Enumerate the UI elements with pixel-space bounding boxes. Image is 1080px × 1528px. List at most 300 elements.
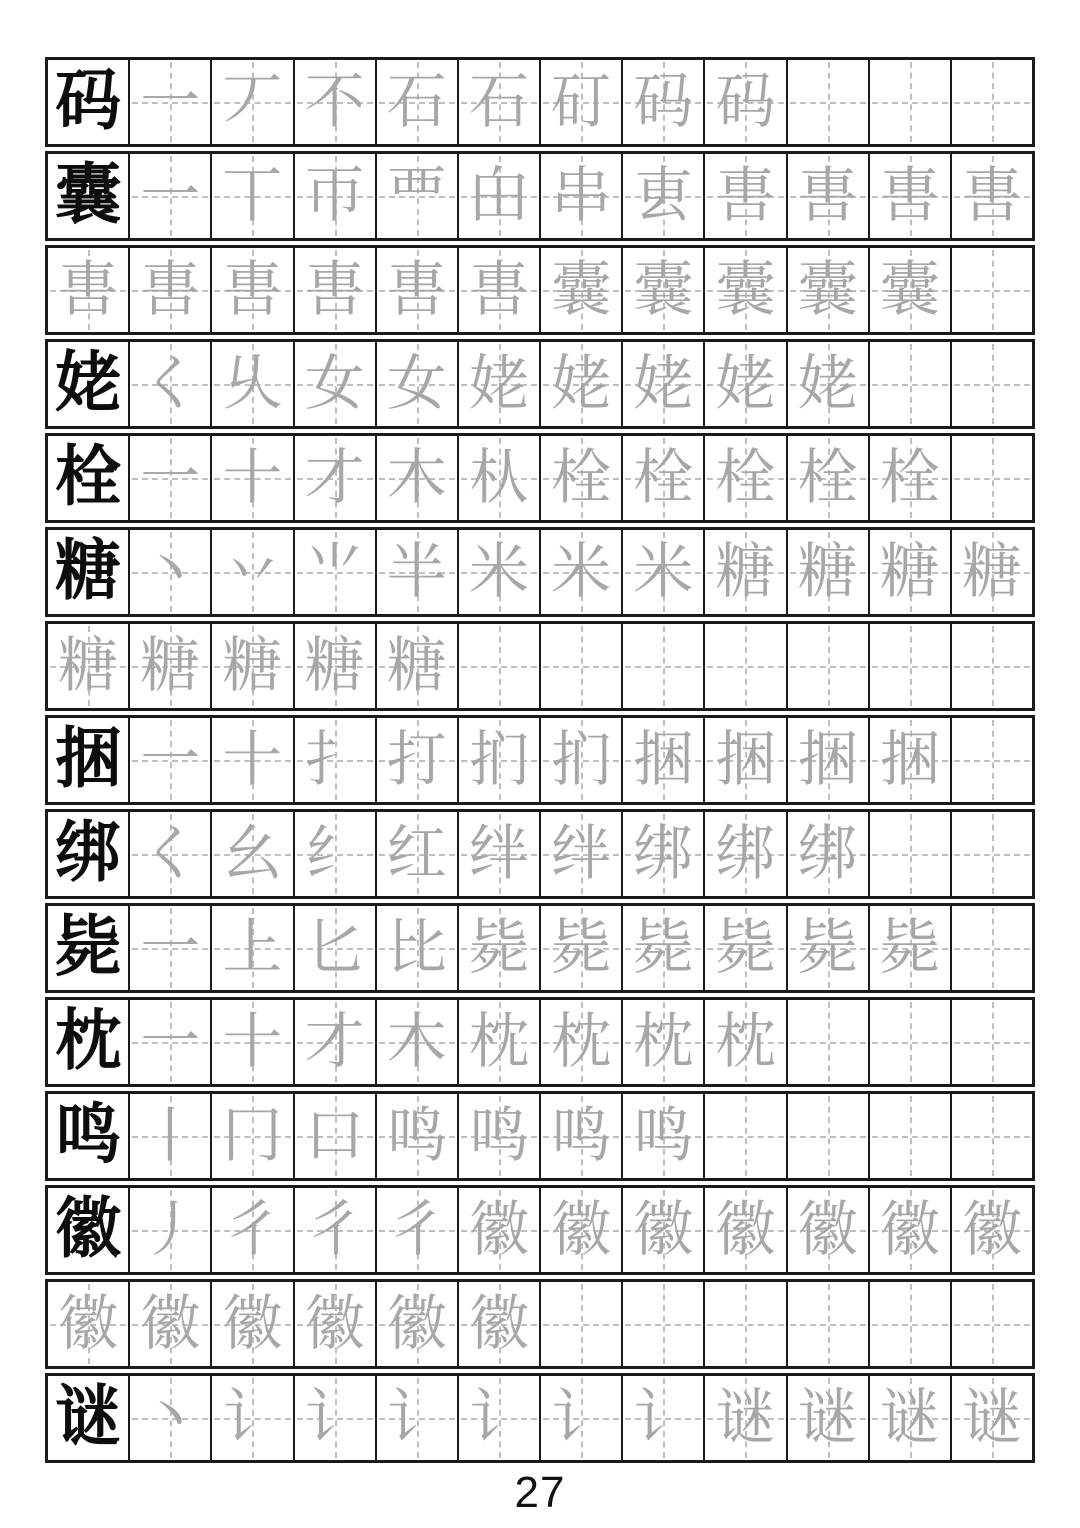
stroke-progress-cell: [210, 530, 292, 614]
empty-practice-cell: [786, 624, 868, 708]
stroke-glyph: 木: [386, 1009, 447, 1075]
stroke-progress-cell: [703, 342, 785, 426]
empty-practice-cell: [868, 60, 950, 144]
stroke-progress-cell: [293, 1282, 375, 1366]
stroke-progress-cell: [128, 812, 210, 896]
stroke-progress-cell: [539, 154, 621, 238]
stroke-progress-cell: [539, 1376, 621, 1460]
stroke-progress-cell: [621, 906, 703, 990]
stroke-glyph: 谜: [961, 1385, 1022, 1451]
stroke-glyph: 十: [222, 1009, 283, 1075]
stroke-progress-cell: [128, 1000, 210, 1084]
stroke-progress-cell: [457, 1094, 539, 1178]
stroke-progress-cell: [375, 1094, 457, 1178]
stroke-glyph: 姥: [551, 351, 612, 417]
stroke-progress-cell: [868, 530, 950, 614]
stroke-glyph: 姥: [797, 351, 858, 417]
practice-row: [45, 715, 1035, 805]
stroke-glyph: 囊: [715, 257, 776, 323]
head-character: 栓: [55, 441, 122, 514]
stroke-glyph: 栓: [715, 445, 776, 511]
empty-practice-cell: [868, 1282, 950, 1366]
stroke-progress-cell: [48, 624, 128, 708]
stroke-progress-cell: [457, 906, 539, 990]
stroke-glyph: 一: [140, 445, 201, 511]
stroke-progress-cell: [375, 718, 457, 802]
empty-practice-cell: [950, 1094, 1032, 1178]
stroke-progress-cell: [703, 248, 785, 332]
stroke-glyph: 糖: [222, 633, 283, 699]
stroke-progress-cell: [703, 906, 785, 990]
practice-row: [45, 57, 1035, 147]
stroke-progress-cell: [868, 248, 950, 332]
stroke-progress-cell: [375, 248, 457, 332]
stroke-progress-cell: [457, 530, 539, 614]
stroke-glyph: 扌: [304, 727, 365, 793]
stroke-glyph: 徽: [879, 1197, 940, 1263]
stroke-progress-cell: [950, 1188, 1032, 1272]
stroke-progress-cell: [210, 718, 292, 802]
stroke-glyph: 毙: [551, 915, 612, 981]
stroke-glyph: 軎: [879, 163, 940, 229]
stroke-glyph: 比: [386, 915, 447, 981]
stroke-progress-cell: [786, 812, 868, 896]
stroke-progress-cell: [621, 1000, 703, 1084]
stroke-glyph: 讠: [222, 1385, 283, 1451]
stroke-glyph: 码: [715, 69, 776, 135]
stroke-progress-cell: [128, 154, 210, 238]
head-character-cell: [48, 342, 128, 426]
stroke-progress-cell: [703, 812, 785, 896]
stroke-progress-cell: [539, 1000, 621, 1084]
stroke-progress-cell: [539, 718, 621, 802]
head-character-cell: [48, 1376, 128, 1460]
stroke-progress-cell: [375, 342, 457, 426]
stroke-glyph: 毙: [633, 915, 694, 981]
stroke-glyph: 枕: [468, 1009, 529, 1075]
stroke-glyph: 糖: [140, 633, 201, 699]
stroke-progress-cell: [539, 342, 621, 426]
head-character-cell: [48, 436, 128, 520]
stroke-glyph: 鸣: [386, 1103, 447, 1169]
stroke-glyph: 绊: [551, 821, 612, 887]
empty-practice-cell: [786, 1282, 868, 1366]
empty-practice-cell: [950, 1282, 1032, 1366]
head-character: 捆: [55, 723, 122, 796]
stroke-glyph: 軎: [468, 257, 529, 323]
stroke-progress-cell: [457, 436, 539, 520]
stroke-progress-cell: [621, 60, 703, 144]
stroke-progress-cell: [539, 60, 621, 144]
stroke-glyph: 糖: [715, 539, 776, 605]
stroke-progress-cell: [210, 1376, 292, 1460]
stroke-progress-cell: [375, 1000, 457, 1084]
stroke-progress-cell: [786, 530, 868, 614]
stroke-progress-cell: [539, 248, 621, 332]
stroke-glyph: 姥: [715, 351, 776, 417]
stroke-glyph: 甶: [468, 163, 529, 229]
stroke-glyph: 口: [304, 1103, 365, 1169]
stroke-glyph: 冂: [222, 1103, 283, 1169]
stroke-progress-cell: [868, 1188, 950, 1272]
practice-row: [45, 151, 1035, 241]
head-character: 鸣: [55, 1099, 122, 1172]
stroke-progress-cell: [293, 530, 375, 614]
practice-row: [45, 903, 1035, 993]
stroke-progress-cell: [703, 1188, 785, 1272]
stroke-glyph: 徽: [58, 1291, 119, 1357]
stroke-glyph: く: [140, 821, 201, 887]
stroke-progress-cell: [539, 906, 621, 990]
practice-row: [45, 339, 1035, 429]
stroke-progress-cell: [210, 436, 292, 520]
stroke-glyph: 糖: [797, 539, 858, 605]
stroke-glyph: 軎: [715, 163, 776, 229]
stroke-glyph: 打: [386, 727, 447, 793]
stroke-progress-cell: [375, 624, 457, 708]
stroke-glyph: 軎: [797, 163, 858, 229]
stroke-glyph: 糖: [879, 539, 940, 605]
empty-practice-cell: [950, 906, 1032, 990]
stroke-glyph: 丆: [222, 69, 283, 135]
head-character-cell: [48, 812, 128, 896]
stroke-progress-cell: [457, 248, 539, 332]
head-character-cell: [48, 906, 128, 990]
stroke-glyph: 红: [386, 821, 447, 887]
stroke-glyph: 丶: [140, 1385, 201, 1451]
head-character: 毙: [55, 911, 122, 984]
stroke-glyph: 徽: [140, 1291, 201, 1357]
stroke-glyph: 毙: [879, 915, 940, 981]
stroke-progress-cell: [293, 248, 375, 332]
stroke-progress-cell: [457, 1000, 539, 1084]
stroke-progress-cell: [786, 248, 868, 332]
stroke-glyph: 幺: [222, 821, 283, 887]
stroke-progress-cell: [868, 1376, 950, 1460]
stroke-progress-cell: [621, 812, 703, 896]
empty-practice-cell: [621, 624, 703, 708]
stroke-progress-cell: [868, 436, 950, 520]
stroke-progress-cell: [786, 906, 868, 990]
stroke-glyph: 徽: [222, 1291, 283, 1357]
stroke-progress-cell: [539, 1188, 621, 1272]
stroke-progress-cell: [128, 1376, 210, 1460]
stroke-glyph: 绑: [633, 821, 694, 887]
stroke-progress-cell: [703, 1376, 785, 1460]
stroke-progress-cell: [786, 1188, 868, 1272]
empty-practice-cell: [868, 342, 950, 426]
empty-practice-cell: [868, 624, 950, 708]
stroke-glyph: 一: [140, 1009, 201, 1075]
stroke-glyph: 軎: [304, 257, 365, 323]
stroke-progress-cell: [786, 342, 868, 426]
head-character-cell: [48, 154, 128, 238]
stroke-progress-cell: [703, 1000, 785, 1084]
stroke-progress-cell: [48, 248, 128, 332]
head-character-cell: [48, 530, 128, 614]
stroke-progress-cell: [786, 718, 868, 802]
stroke-glyph: 覀: [386, 163, 447, 229]
stroke-glyph: 栓: [879, 445, 940, 511]
stroke-progress-cell: [375, 812, 457, 896]
stroke-glyph: 乆: [222, 351, 283, 417]
head-character: 谜: [55, 1381, 122, 1454]
head-character: 囊: [55, 159, 122, 232]
stroke-glyph: 徽: [961, 1197, 1022, 1263]
practice-sheet: [45, 57, 1035, 1467]
stroke-progress-cell: [128, 1282, 210, 1366]
stroke-glyph: 讠: [386, 1385, 447, 1451]
stroke-glyph: 米: [633, 539, 694, 605]
stroke-glyph: 毙: [797, 915, 858, 981]
stroke-progress-cell: [950, 1376, 1032, 1460]
stroke-glyph: 一: [140, 163, 201, 229]
stroke-progress-cell: [703, 60, 785, 144]
stroke-glyph: 姥: [633, 351, 694, 417]
empty-practice-cell: [950, 1000, 1032, 1084]
stroke-progress-cell: [621, 1094, 703, 1178]
stroke-progress-cell: [786, 1376, 868, 1460]
empty-practice-cell: [950, 812, 1032, 896]
empty-practice-cell: [703, 624, 785, 708]
stroke-glyph: 叀: [633, 163, 694, 229]
empty-practice-cell: [950, 60, 1032, 144]
stroke-glyph: 軎: [386, 257, 447, 323]
empty-practice-cell: [703, 1282, 785, 1366]
stroke-glyph: 囊: [633, 257, 694, 323]
practice-row: [45, 997, 1035, 1087]
stroke-progress-cell: [950, 154, 1032, 238]
head-character: 绑: [55, 817, 122, 890]
stroke-progress-cell: [703, 718, 785, 802]
stroke-glyph: 串: [551, 163, 612, 229]
stroke-glyph: 一: [140, 727, 201, 793]
head-character-cell: [48, 1188, 128, 1272]
stroke-progress-cell: [293, 1000, 375, 1084]
stroke-glyph: 讠: [468, 1385, 529, 1451]
stroke-glyph: 徽: [304, 1291, 365, 1357]
stroke-glyph: 女: [304, 351, 365, 417]
stroke-progress-cell: [210, 60, 292, 144]
empty-practice-cell: [868, 1000, 950, 1084]
stroke-progress-cell: [539, 436, 621, 520]
practice-row-continuation: [45, 1279, 1035, 1369]
stroke-glyph: 鸣: [633, 1103, 694, 1169]
stroke-progress-cell: [293, 154, 375, 238]
stroke-progress-cell: [375, 1282, 457, 1366]
stroke-glyph: 丅: [222, 163, 283, 229]
stroke-progress-cell: [293, 812, 375, 896]
stroke-progress-cell: [703, 530, 785, 614]
empty-practice-cell: [457, 624, 539, 708]
stroke-glyph: 丨: [140, 1103, 201, 1169]
stroke-progress-cell: [293, 624, 375, 708]
stroke-progress-cell: [48, 1282, 128, 1366]
stroke-glyph: 捆: [715, 727, 776, 793]
stroke-progress-cell: [621, 154, 703, 238]
stroke-glyph: 軎: [961, 163, 1022, 229]
empty-practice-cell: [950, 436, 1032, 520]
stroke-progress-cell: [457, 342, 539, 426]
stroke-glyph: 才: [304, 1009, 365, 1075]
stroke-glyph: 栓: [551, 445, 612, 511]
practice-row: [45, 809, 1035, 899]
stroke-progress-cell: [210, 342, 292, 426]
stroke-progress-cell: [539, 530, 621, 614]
stroke-progress-cell: [375, 1376, 457, 1460]
practice-row: [45, 1091, 1035, 1181]
head-character: 糖: [55, 535, 122, 608]
head-character: 码: [55, 65, 122, 138]
practice-row: [45, 1185, 1035, 1275]
stroke-glyph: 上: [222, 915, 283, 981]
stroke-glyph: 栓: [633, 445, 694, 511]
head-character: 枕: [55, 1005, 122, 1078]
stroke-glyph: 徽: [551, 1197, 612, 1263]
stroke-glyph: 軎: [222, 257, 283, 323]
stroke-progress-cell: [210, 624, 292, 708]
stroke-progress-cell: [375, 530, 457, 614]
stroke-glyph: 扪: [551, 727, 612, 793]
stroke-progress-cell: [128, 530, 210, 614]
stroke-progress-cell: [128, 1094, 210, 1178]
stroke-glyph: 徽: [468, 1197, 529, 1263]
stroke-progress-cell: [621, 248, 703, 332]
stroke-glyph: 徽: [633, 1197, 694, 1263]
practice-row: [45, 527, 1035, 617]
stroke-progress-cell: [128, 718, 210, 802]
stroke-glyph: 丷: [222, 539, 283, 605]
stroke-glyph: 鸣: [551, 1103, 612, 1169]
stroke-glyph: 石: [386, 69, 447, 135]
stroke-progress-cell: [128, 624, 210, 708]
stroke-progress-cell: [293, 436, 375, 520]
stroke-progress-cell: [950, 530, 1032, 614]
empty-practice-cell: [539, 624, 621, 708]
stroke-progress-cell: [210, 1282, 292, 1366]
empty-practice-cell: [950, 624, 1032, 708]
stroke-glyph: 扪: [468, 727, 529, 793]
empty-practice-cell: [950, 718, 1032, 802]
stroke-glyph: 丶: [140, 539, 201, 605]
stroke-progress-cell: [375, 436, 457, 520]
stroke-glyph: 毙: [715, 915, 776, 981]
head-character: 姥: [55, 347, 122, 420]
stroke-progress-cell: [621, 1376, 703, 1460]
stroke-progress-cell: [868, 718, 950, 802]
page-number: 27: [514, 1468, 566, 1517]
stroke-glyph: 帀: [304, 163, 365, 229]
head-character-cell: [48, 1094, 128, 1178]
stroke-glyph: 十: [222, 445, 283, 511]
stroke-glyph: 一: [140, 69, 201, 135]
stroke-progress-cell: [621, 1188, 703, 1272]
stroke-glyph: 栓: [797, 445, 858, 511]
head-character-cell: [48, 60, 128, 144]
stroke-glyph: 十: [222, 727, 283, 793]
stroke-progress-cell: [210, 248, 292, 332]
stroke-progress-cell: [210, 1000, 292, 1084]
stroke-glyph: 枕: [633, 1009, 694, 1075]
stroke-glyph: 姥: [468, 351, 529, 417]
stroke-progress-cell: [621, 718, 703, 802]
empty-practice-cell: [539, 1282, 621, 1366]
stroke-progress-cell: [868, 154, 950, 238]
stroke-glyph: 囊: [797, 257, 858, 323]
stroke-progress-cell: [293, 1094, 375, 1178]
empty-practice-cell: [868, 812, 950, 896]
stroke-glyph: 半: [386, 539, 447, 605]
stroke-glyph: 彳: [304, 1197, 365, 1263]
stroke-progress-cell: [293, 342, 375, 426]
stroke-progress-cell: [457, 718, 539, 802]
stroke-glyph: 糖: [58, 633, 119, 699]
stroke-progress-cell: [210, 1094, 292, 1178]
stroke-glyph: 彳: [386, 1197, 447, 1263]
stroke-progress-cell: [703, 436, 785, 520]
stroke-progress-cell: [128, 248, 210, 332]
stroke-progress-cell: [375, 154, 457, 238]
empty-practice-cell: [703, 1094, 785, 1178]
empty-practice-cell: [786, 1000, 868, 1084]
stroke-glyph: 軎: [58, 257, 119, 323]
stroke-glyph: 朲: [468, 445, 529, 511]
stroke-progress-cell: [210, 812, 292, 896]
stroke-glyph: 绊: [468, 821, 529, 887]
stroke-glyph: 囊: [551, 257, 612, 323]
stroke-progress-cell: [128, 342, 210, 426]
stroke-progress-cell: [621, 436, 703, 520]
stroke-glyph: 才: [304, 445, 365, 511]
stroke-progress-cell: [375, 906, 457, 990]
stroke-progress-cell: [293, 718, 375, 802]
practice-row-continuation: [45, 245, 1035, 335]
practice-row-continuation: [45, 621, 1035, 711]
empty-practice-cell: [950, 248, 1032, 332]
stroke-glyph: 徽: [715, 1197, 776, 1263]
stroke-progress-cell: [375, 1188, 457, 1272]
stroke-glyph: 枕: [715, 1009, 776, 1075]
empty-practice-cell: [950, 342, 1032, 426]
stroke-glyph: 纟: [304, 821, 365, 887]
stroke-progress-cell: [293, 1376, 375, 1460]
stroke-glyph: 绑: [797, 821, 858, 887]
stroke-progress-cell: [375, 60, 457, 144]
stroke-glyph: 軎: [140, 257, 201, 323]
stroke-glyph: 徽: [468, 1291, 529, 1357]
stroke-glyph: 码: [633, 69, 694, 135]
stroke-progress-cell: [786, 436, 868, 520]
stroke-glyph: 徽: [386, 1291, 447, 1357]
stroke-glyph: く: [140, 351, 201, 417]
stroke-progress-cell: [210, 154, 292, 238]
stroke-progress-cell: [293, 60, 375, 144]
stroke-progress-cell: [128, 60, 210, 144]
stroke-glyph: 木: [386, 445, 447, 511]
empty-practice-cell: [786, 1094, 868, 1178]
stroke-progress-cell: [128, 436, 210, 520]
stroke-glyph: 徽: [797, 1197, 858, 1263]
stroke-progress-cell: [293, 1188, 375, 1272]
stroke-glyph: 讠: [551, 1385, 612, 1451]
stroke-glyph: 一: [140, 915, 201, 981]
stroke-glyph: 谜: [715, 1385, 776, 1451]
stroke-glyph: 米: [468, 539, 529, 605]
stroke-glyph: 鸣: [468, 1103, 529, 1169]
stroke-glyph: 女: [386, 351, 447, 417]
practice-row: [45, 433, 1035, 523]
stroke-progress-cell: [457, 154, 539, 238]
